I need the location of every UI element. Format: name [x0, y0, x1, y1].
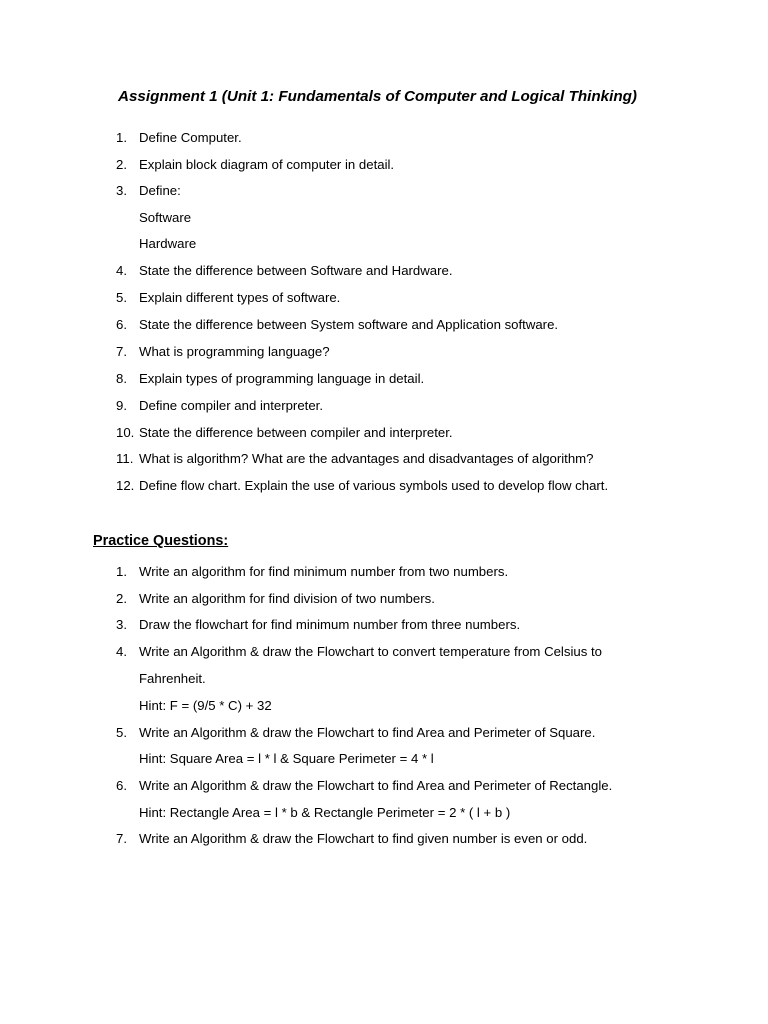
item-text: State the difference between System software and Application software.	[139, 317, 559, 332]
item-text: Hint: Rectangle Area = l * b & Rectangle Perimeter = 2 * ( l + b )	[139, 805, 511, 820]
item-number: 3.	[116, 617, 127, 632]
item-text: State the difference between Software and Hardware.	[139, 263, 453, 278]
item-text: Hint: Square Area = l * l & Square Perimeter = 4 * l	[139, 751, 434, 766]
item-text: Hardware	[139, 236, 197, 251]
item-number: 9.	[116, 398, 127, 413]
item-text: Write an algorithm for find minimum number from two numbers.	[139, 564, 509, 579]
item-text: Software	[139, 210, 192, 225]
item-text: State the difference between compiler and interpreter.	[139, 425, 453, 440]
item-number: 6.	[116, 778, 127, 793]
item-number: 5.	[116, 725, 127, 740]
item-text: Write an Algorithm & draw the Flowchart to find Area and Perimeter of Square.	[139, 725, 596, 740]
item-number: 6.	[116, 317, 127, 332]
item-text: Explain types of programming language in detail.	[139, 371, 425, 386]
item-text: Explain block diagram of computer in detail.	[139, 157, 395, 172]
item-text: Define flow chart. Explain the use of various symbols used to develop flow chart.	[139, 478, 609, 493]
item-number: 1.	[116, 564, 127, 579]
item-text: Write an Algorithm & draw the Flowchart to find given number is even or odd.	[139, 831, 588, 846]
item-text: Hint: F = (9/5 * C) + 32	[139, 698, 272, 713]
assignment-title: Assignment 1 (Unit 1: Fundamentals of Computer and Logical Thinking)	[118, 88, 637, 105]
item-number: 7.	[116, 831, 127, 846]
item-text: Define:	[139, 183, 181, 198]
practice-questions-heading: Practice Questions:	[93, 533, 229, 549]
item-number: 12.	[116, 478, 135, 493]
item-number: 11.	[116, 451, 134, 466]
item-number: 2.	[116, 591, 127, 606]
item-number: 4.	[116, 644, 127, 659]
item-number: 1.	[116, 130, 127, 145]
item-text: Define compiler and interpreter.	[139, 398, 323, 413]
item-text: Fahrenheit.	[139, 671, 206, 686]
item-text: What is algorithm? What are the advantages and disadvantages of algorithm?	[139, 451, 594, 466]
item-text: Explain different types of software.	[139, 290, 341, 305]
item-text: Write an Algorithm & draw the Flowchart to find Area and Perimeter of Rectangle.	[139, 778, 613, 793]
item-number: 5.	[116, 290, 127, 305]
item-text: Write an Algorithm & draw the Flowchart to convert temperature from Celsius to	[139, 644, 602, 659]
item-number: 2.	[116, 157, 127, 172]
item-number: 8.	[116, 371, 127, 386]
item-text: Write an algorithm for find division of two numbers.	[139, 591, 435, 606]
item-number: 3.	[116, 183, 127, 198]
item-text: What is programming language?	[139, 344, 330, 359]
item-number: 10.	[116, 425, 135, 440]
item-text: Draw the flowchart for find minimum number from three numbers.	[139, 617, 521, 632]
item-text: Define Computer.	[139, 130, 242, 145]
item-number: 7.	[116, 344, 127, 359]
item-number: 4.	[116, 263, 127, 278]
